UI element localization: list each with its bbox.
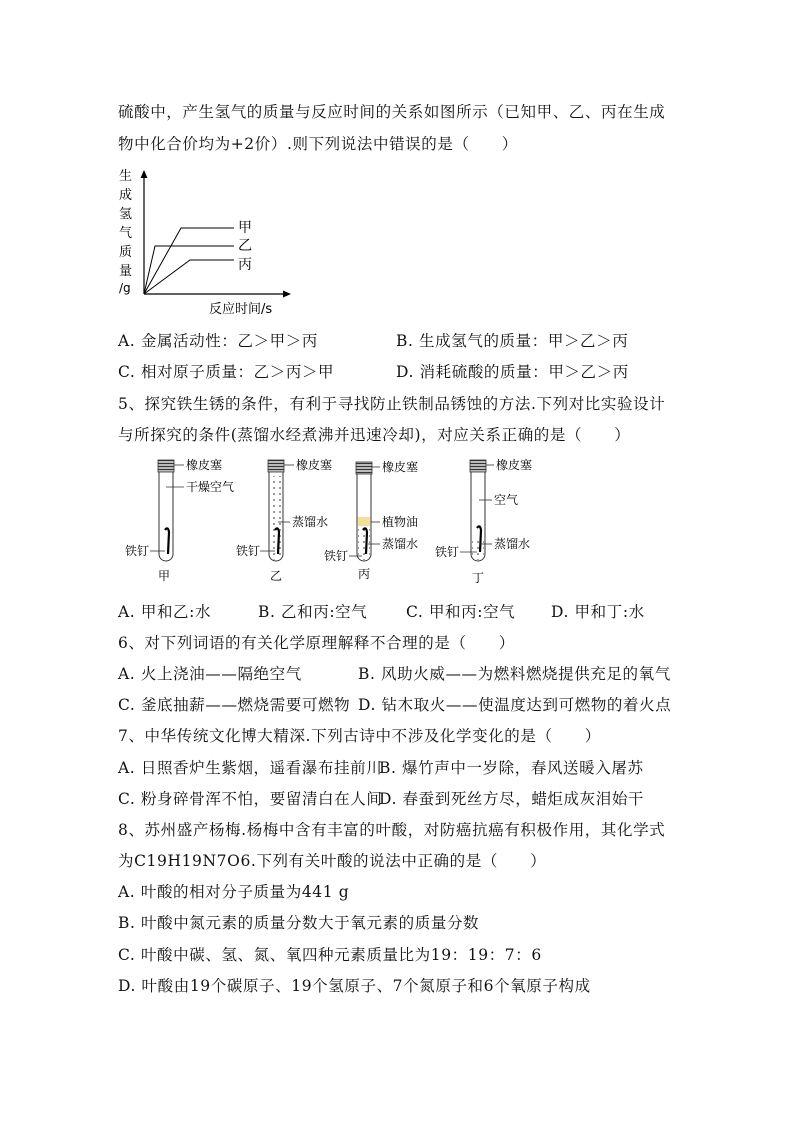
distilled-water [472,538,484,560]
label-nail: 铁钉 [435,545,460,559]
iron-nail-icon [165,528,169,554]
distilled-water [270,476,282,560]
ylabel-char: 量 [119,264,133,279]
q4-option-c: C. 相对原子质量：乙＞丙＞甲 [118,363,335,381]
q5-option-d: D. 甲和丁:水 [551,603,645,621]
q6-option-d: D. 钻木取火——使温度达到可燃物的着火点 [358,696,672,714]
label-nail: 铁钉 [125,544,150,558]
ylabel-char: /g [119,281,131,295]
tube-ding [435,457,532,585]
stopper [470,460,486,472]
q5-option-b: B. 乙和丙:空气 [258,603,368,621]
ylabel-char: 成 [119,188,133,203]
tube-jia [125,457,234,583]
q4-stem-line1: 硫酸中，产生氢气的质量与反应时间的关系如图所示（已知甲、乙、丙在生成 [118,103,666,121]
q8-stem-line2: 为C19H19N7O6.下列有关叶酸的说法中正确的是（ ） [118,852,547,870]
tube-yi [236,457,332,583]
q7-option-b: B. 爆竹声中一岁除，春风送暖入屠苏 [379,759,644,777]
label-dry-air: 干燥空气 [186,480,235,494]
label-nail: 铁钉 [236,544,261,558]
xlabel: 反应时间/s [209,302,273,316]
stopper [268,460,284,472]
label-water: 蒸馏水 [382,537,419,551]
q7-option-a: A. 日照香炉生紫烟，遥看瀑布挂前川 [118,759,383,777]
q7-option-d: D. 春蚕到死丝方尽，蜡炬成灰泪始干 [379,790,645,808]
rust-experiment-figure [122,456,552,588]
label-stopper: 橡皮塞 [382,460,419,474]
q5-option-c: C. 甲和丙:空气 [406,603,516,621]
q5-option-a: A. 甲和乙:水 [118,603,212,621]
label-oil: 植物油 [382,515,419,529]
q8-stem-line1: 8、苏州盛产杨梅.杨梅中含有丰富的叶酸，对防癌抗癌有积极作用，其化学式 [118,821,666,839]
q4-stem-line2: 物中化合价均为+2价）.则下列说法中错误的是（ ） [118,135,518,153]
ylabel-char: 氢 [119,207,133,222]
label-stopper: 橡皮塞 [296,458,333,472]
q4-option-b: B. 生成氢气的质量：甲＞乙＞丙 [396,332,629,350]
q4-option-d: D. 消耗硫酸的质量：甲＞乙＞丙 [396,363,629,381]
label-water: 蒸馏水 [292,515,329,529]
q7-option-c: C. 粉身碎骨浑不怕，要留清白在人间 [118,790,383,808]
q8-option-b: B. 叶酸中氮元素的质量分数大于氧元素的质量分数 [118,914,480,932]
q6-option-b: B. 风助火威——为燃料燃烧提供充足的氧气 [358,665,671,683]
q5-stem-line2: 与所探究的条件(蒸馏水经煮沸并迅速冷却)，对应关系正确的是（ ） [118,426,631,444]
q8-option-d: D. 叶酸由19个碳原子、19个氢原子、7个氮原子和6个氧原子构成 [118,977,591,995]
vegetable-oil [358,517,370,526]
x-axis-arrow-icon [283,291,291,298]
q4-option-a: A. 金属活动性：乙＞甲＞丙 [118,332,318,350]
q8-option-a: A. 叶酸的相对分子质量为441 g [118,883,350,901]
distilled-water [358,526,370,560]
ylabel-char: 生 [119,169,133,184]
tube-bing [324,459,418,581]
curve-label-yi: 乙 [238,238,252,254]
q8-option-c: C. 叶酸中碳、氢、氮、氧四种元素质量比为19：19：7：6 [118,946,542,964]
label-air: 空气 [494,493,519,507]
stopper [158,460,174,472]
label-stopper: 橡皮塞 [496,458,533,472]
tube-name: 甲 [158,569,171,583]
ylabel-char: 气 [119,226,133,241]
label-water: 蒸馏水 [494,537,531,551]
tube-name: 乙 [270,569,283,583]
label-stopper: 橡皮塞 [186,458,223,472]
q6-option-c: C. 釜底抽薪——燃烧需要可燃物 [118,696,351,714]
curve-label-jia: 甲 [238,220,252,236]
y-axis-arrow-icon [141,170,148,178]
q6-option-a: A. 火上浇油——隔绝空气 [118,665,302,683]
tube-name: 丙 [358,567,371,581]
label-nail: 铁钉 [324,549,349,563]
hydrogen-mass-graph [115,166,295,316]
q6-stem: 6、对下列词语的有关化学原理解释不合理的是（ ） [118,634,515,652]
tube-name: 丁 [472,571,485,585]
q7-stem: 7、中华传统文化博大精深.下列古诗中不涉及化学变化的是（ ） [118,727,601,745]
stopper [356,462,372,474]
curve-bing [144,260,234,294]
curve-label-bing: 丙 [238,257,252,273]
q5-stem-line1: 5、探究铁生锈的条件，有利于寻找防止铁制品锈蚀的方法.下列对比实验设计 [118,395,666,413]
ylabel-char: 质 [119,245,133,260]
